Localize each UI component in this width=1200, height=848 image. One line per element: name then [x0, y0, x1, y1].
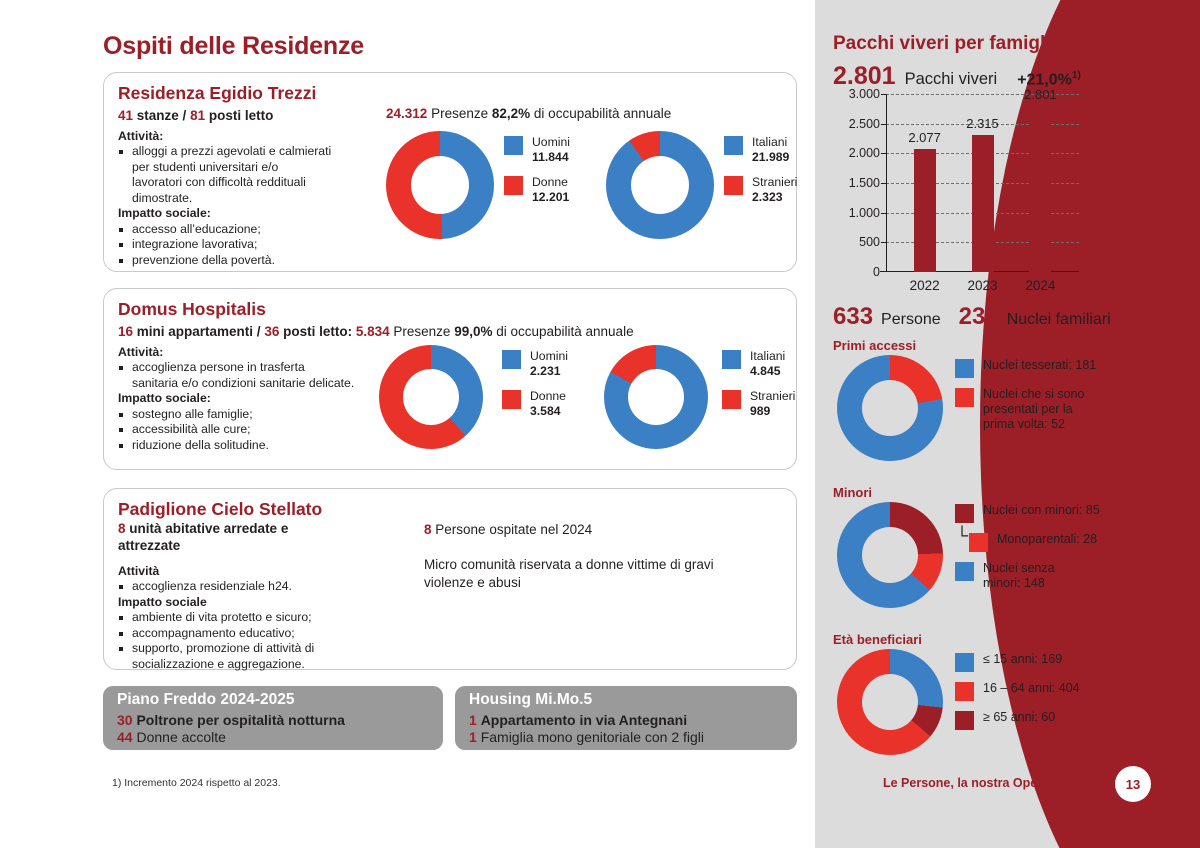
- line-number: 1: [469, 729, 477, 745]
- donut-minori: [837, 502, 943, 608]
- donut-genere-domus: [379, 345, 483, 449]
- swatch-blue-icon: [724, 136, 743, 155]
- section-title-minori: Minori: [833, 485, 872, 500]
- legend-item: [722, 389, 795, 419]
- card-subtitle: [118, 108, 273, 123]
- bar-chart-pacchi-viveri: [833, 87, 1083, 294]
- swatch-red-icon: [955, 388, 974, 407]
- list-item: accoglienza residenziale h24.: [118, 579, 448, 594]
- bar-label-2024: 2.801: [1024, 87, 1057, 103]
- apartments-count: 16: [118, 324, 134, 339]
- section-title-primi-accessi: Primi accessi: [833, 338, 917, 353]
- legend-item: [955, 358, 1185, 378]
- graybox-line: [469, 729, 704, 745]
- card-subtitle: 16 mini appartamenti / 36 posti letto: 5.834 Presenze 99,0% di occupabilità annuale: [118, 324, 634, 339]
- legend-value: 4.845: [750, 363, 781, 378]
- beds-count: 81: [190, 108, 206, 123]
- list-item: riduzione della solitudine.: [118, 438, 448, 453]
- legend-label: Uomini: [530, 349, 568, 363]
- legend-item: Nuclei senza minori: 148: [955, 561, 1190, 591]
- legend-label: ≥ 65 anni: 60: [983, 710, 1056, 724]
- nuclei-number: 233: [958, 303, 999, 330]
- presenze-number: 5.834: [355, 324, 390, 339]
- legend-provenienza-residenza: [724, 135, 797, 215]
- list-item: alloggi a prezzi agevolati e calmierati per studenti universitari e/o lavoratori con difficoltà reddituali dimostrate.: [118, 144, 378, 206]
- legend-item: [724, 135, 797, 165]
- impact-list: [118, 610, 448, 672]
- sidebar-title: Pacchi viveri per famiglie: [833, 33, 1062, 54]
- legend-item: [955, 503, 1190, 523]
- legend-minori: [955, 503, 1190, 600]
- tick: [881, 153, 887, 154]
- donut-hole: [862, 674, 918, 730]
- legend-primi-accessi: [955, 358, 1185, 441]
- legend-value: 11.844: [532, 149, 569, 164]
- legend-item: [955, 652, 1185, 672]
- graybox-piano-freddo: [103, 686, 443, 750]
- swatch-red-icon: [969, 533, 988, 552]
- swatch-darkred-icon: [955, 711, 974, 730]
- persone-ospitate-stat: [424, 522, 592, 537]
- tick: [881, 94, 887, 95]
- bar-label-2023: 2.315: [966, 116, 999, 132]
- legend-item: Nuclei che si sono presentati per la prima volta: 52: [955, 387, 1185, 432]
- activity-label: Attività:: [118, 129, 164, 143]
- donut-hole: [862, 380, 918, 436]
- legend-label: Nuclei che si sono: [983, 387, 1085, 401]
- line-text: Donne accolte: [136, 729, 226, 745]
- legend-value: 12.201: [532, 189, 570, 204]
- legend-item: [502, 389, 568, 419]
- x-tick-label: 2023: [967, 278, 998, 293]
- presenze-number: 24.312: [386, 106, 428, 121]
- swatch-red-icon: [504, 176, 523, 195]
- donut-hole: [411, 156, 469, 214]
- donut-eta-beneficiari: [837, 649, 943, 755]
- line-number: 44: [117, 729, 133, 745]
- swatch-blue-icon: [502, 350, 521, 369]
- occupancy-pct: 99,0%: [454, 324, 493, 339]
- impact-label: Impatto sociale:: [118, 391, 211, 406]
- donut-primi-accessi: [837, 355, 943, 461]
- impact-label: Impatto sociale: [118, 594, 207, 609]
- page-number-badge: 13: [1115, 766, 1151, 802]
- y-tick-label: 3.000: [848, 87, 880, 101]
- line-number: 1: [469, 712, 477, 728]
- kpi-label: Pacchi viveri: [904, 70, 998, 88]
- donut-provenienza-domus: [604, 345, 708, 449]
- tick: [881, 242, 887, 243]
- line-text: Famiglia mono genitoriale con 2 figli: [480, 729, 705, 745]
- legend-label: Monoparentali: 28: [997, 532, 1098, 546]
- swatch-red-icon: [722, 390, 741, 409]
- occupancy-label: di occupabilità annuale: [533, 106, 672, 121]
- footnote: 1) Incremento 2024 rispetto al 2023.: [112, 777, 281, 789]
- donut-provenienza-residenza: [606, 131, 714, 239]
- footnote-marker: 1): [1071, 69, 1081, 81]
- legend-item: [722, 349, 795, 379]
- y-tick-label: 500: [859, 235, 880, 250]
- card-subtitle: 8 unità abitative arredate e attrezzate: [118, 521, 289, 553]
- y-tick-label: 2.500: [848, 116, 880, 131]
- donut-hole: [862, 527, 918, 583]
- list-item: ambiente di vita protetto e sicuro;: [118, 610, 448, 625]
- nuclei-label: Nuclei familiari: [1006, 311, 1111, 328]
- rooms-label: stanze /: [133, 108, 191, 123]
- card-residenza-egidio-trezzi: [103, 72, 797, 272]
- page-title: Ospiti delle Residenze: [103, 32, 364, 60]
- swatch-red-icon: [955, 682, 974, 701]
- micro-comunita-note: Micro comunità riservata a donne vittime di gravi violenze e abusi: [424, 557, 714, 590]
- y-tick-label: 1.000: [848, 205, 880, 220]
- presenze-stat: [386, 106, 671, 121]
- kpi-persone-nuclei: [833, 303, 1129, 331]
- card-title: Domus Hospitalis: [118, 299, 266, 319]
- donut-hole: [403, 369, 459, 425]
- card-body: [118, 564, 448, 672]
- card-body: [118, 129, 378, 268]
- list-item: accessibilità alle cure;: [118, 422, 448, 437]
- card-domus-hospitalis: [103, 288, 797, 470]
- line-number: 30: [117, 712, 133, 728]
- legend-value: 21.989: [752, 149, 790, 164]
- sidebar-content: [815, 0, 1200, 848]
- list-item: accoglienza persone in trasferta sanitaria e/o condizioni sanitarie delicate.: [118, 360, 448, 391]
- beds-label: posti letto: [205, 108, 274, 123]
- line-text: Poltrone per ospitalità notturna: [136, 712, 345, 728]
- tick: [881, 124, 887, 125]
- bar-2024: [1029, 106, 1051, 272]
- line-text: Appartamento in via Antegnani: [480, 712, 688, 728]
- legend-item: [502, 349, 568, 379]
- legend-item: [955, 681, 1185, 701]
- legend-label: Donne: [530, 388, 566, 403]
- graybox-line: [469, 712, 687, 728]
- graybox-housing-mimo5: [455, 686, 797, 750]
- legend-label: Donne: [532, 174, 568, 189]
- legend-label: Italiani: [752, 135, 788, 149]
- persone-label: Persone: [881, 311, 941, 328]
- swatch-blue-icon: [722, 350, 741, 369]
- brace-connector-icon: └: [956, 526, 969, 545]
- legend-provenienza-domus: [722, 349, 795, 429]
- y-tick-label: 2.000: [848, 146, 880, 161]
- presenze-label: Presenze: [431, 106, 489, 121]
- swatch-blue-icon: [955, 562, 974, 581]
- activity-list: [118, 579, 448, 594]
- sidebar: [815, 0, 1200, 848]
- swatch-red-icon: [502, 390, 521, 409]
- legend-label: 16 – 64 anni: 404: [983, 681, 1080, 695]
- donut-genere-residenza: [386, 131, 494, 239]
- swatch-blue-icon: [955, 359, 974, 378]
- activity-label: Attività: [118, 564, 160, 578]
- legend-label: Nuclei con minori: 85: [983, 503, 1100, 517]
- y-tick-label: 1.500: [848, 176, 880, 190]
- list-item: accesso all’educazione;: [118, 222, 378, 237]
- list-item: integrazione lavorativa;: [118, 237, 378, 252]
- legend-value: 3.584: [530, 403, 561, 418]
- legend-genere-domus: [502, 349, 568, 429]
- card-padiglione-cielo-stellato: [103, 488, 797, 670]
- impact-label: Impatto sociale:: [118, 206, 211, 221]
- legend-item: [724, 175, 797, 205]
- rooms-count: 41: [118, 108, 134, 123]
- legend-item: [504, 175, 570, 205]
- swatch-red-icon: [724, 176, 743, 195]
- legend-label: ≤ 15 anni: 169: [983, 652, 1063, 666]
- swatch-blue-icon: [955, 653, 974, 672]
- legend-value: 2.231: [530, 363, 561, 378]
- graybox-title: Housing Mi.Mo.5: [469, 691, 593, 708]
- legend-item: [504, 135, 570, 165]
- tagline: Le Persone, la nostra Opera dal 1921: [883, 776, 1102, 790]
- card-title: Padiglione Cielo Stellato: [118, 499, 323, 519]
- bar-2023: [972, 135, 994, 272]
- legend-label: Nuclei tesserati: 181: [983, 358, 1097, 372]
- swatch-blue-icon: [504, 136, 523, 155]
- bar-2022: [914, 149, 936, 272]
- donut-hole: [631, 156, 689, 214]
- tick: [881, 183, 887, 184]
- list-item: prevenzione della povertà.: [118, 253, 378, 268]
- legend-label: Stranieri: [750, 388, 796, 403]
- legend-value: 989: [750, 403, 771, 418]
- legend-label: Nuclei senza: [983, 561, 1055, 575]
- x-tick-label: 2022: [909, 278, 940, 293]
- graybox-line: [117, 712, 345, 728]
- kpi-delta-value: +21,0%: [1017, 71, 1072, 88]
- list-item: supporto, promozione di attività di socializzazione e aggregazione.: [118, 641, 448, 672]
- legend-label: Uomini: [532, 135, 570, 149]
- list-item: accompagnamento educativo;: [118, 626, 448, 641]
- donut-hole: [628, 369, 684, 425]
- graybox-title: Piano Freddo 2024-2025: [117, 691, 295, 708]
- beds-count: 36: [264, 324, 280, 339]
- legend-label: Italiani: [750, 349, 786, 363]
- kpi-delta: [1017, 70, 1081, 89]
- y-tick-label: 0: [873, 265, 880, 279]
- legend-genere-residenza: [504, 135, 570, 215]
- persone-label: Persone ospitate nel 2024: [435, 522, 593, 537]
- persone-count: 8: [424, 522, 432, 537]
- kpi-number: 2.801: [833, 62, 896, 90]
- section-title-eta-beneficiari: Età beneficiari: [833, 632, 922, 647]
- graybox-line: [117, 729, 226, 745]
- persone-number: 633: [833, 303, 874, 330]
- legend-item: [969, 532, 1190, 552]
- legend-eta-beneficiari: [955, 652, 1185, 739]
- impact-list: [118, 222, 378, 268]
- tick: [881, 213, 887, 214]
- x-tick-label: 2024: [1025, 278, 1056, 293]
- chart-plot-area: [848, 87, 1079, 293]
- units-count: 8: [118, 521, 126, 536]
- legend-label: Stranieri: [752, 174, 798, 189]
- occupancy-pct: 82,2%: [491, 106, 531, 121]
- activity-label: Attività:: [118, 345, 164, 359]
- legend-value: 2.323: [752, 189, 783, 204]
- swatch-darkred-icon: [955, 504, 974, 523]
- card-title: Residenza Egidio Trezzi: [118, 83, 317, 103]
- activity-list: [118, 144, 378, 206]
- bar-label-2022: 2.077: [908, 130, 941, 146]
- legend-item: [955, 710, 1185, 730]
- list-item: sostegno alle famiglie;: [118, 407, 448, 422]
